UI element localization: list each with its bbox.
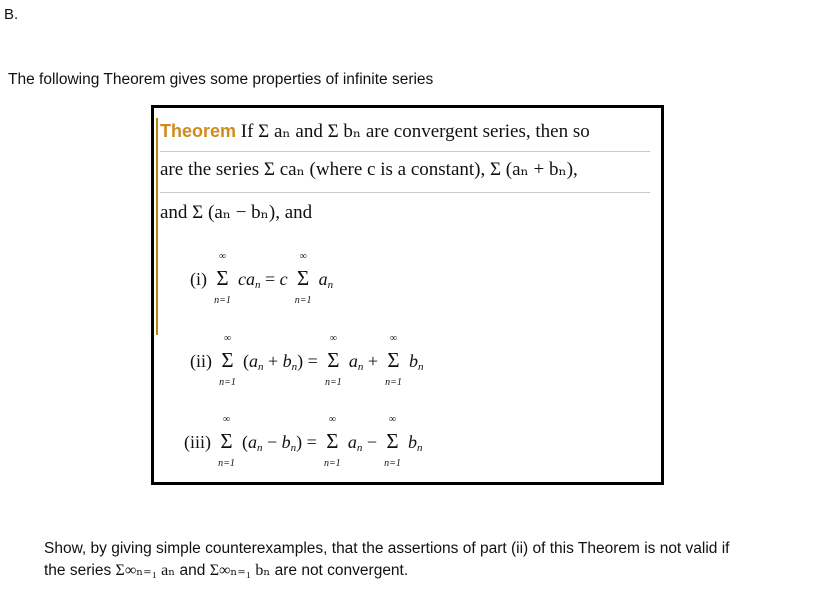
sigma-icon: Σ ∞ n=1 (218, 414, 235, 469)
sigma-icon: Σ ∞ n=1 (385, 333, 402, 388)
sigma-icon: Σ ∞ n=1 (219, 333, 236, 388)
theorem-line-3: and Σ (aₙ − bₙ), and (160, 202, 313, 223)
theorem-line-1 (160, 120, 590, 143)
series-b: Σ∞ₙ₌₁ bₙ (209, 562, 271, 579)
theorem-line-2: are the series Σ caₙ (where c is a constant), Σ (aₙ + bₙ), (160, 159, 578, 180)
item-i-label: (i) (190, 269, 207, 289)
task-text (44, 538, 804, 582)
series-a: Σ∞ₙ₌₁ aₙ (115, 562, 176, 579)
theorem-box (151, 105, 664, 485)
item-iii-label: (iii) (184, 432, 211, 452)
theorem-divider-2 (160, 192, 650, 193)
task-line-1: Show, by giving simple counterexamples, that the assertions of part (ii) of this Theorem is not valid if (44, 540, 730, 557)
theorem-item-iii: (iii) Σ ∞ n=1 $(a_n - b_n) = \Sigma$ ∞ n=1 $a_n - \Sigma$ ∞ n=1 $b_n$ (184, 414, 423, 469)
theorem-divider-1 (160, 151, 650, 152)
sigma-icon: Σ ∞ n=1 (294, 251, 312, 306)
theorem-accent-bar (156, 118, 158, 335)
sigma-icon: Σ ∞ n=1 (324, 333, 342, 388)
sigma-icon: Σ ∞ n=1 (323, 414, 341, 469)
theorem-line-1-text: If Σ aₙ and Σ bₙ are convergent series, then so (240, 121, 590, 142)
theorem-heading: Theorem (160, 121, 237, 141)
theorem-item-ii: (ii) Σ ∞ n=1 $(a_n + b_n) = \Sigma$ ∞ n=1 $a_n + \Sigma$ ∞ n=1 $b_n$ (190, 333, 424, 388)
sigma-icon: Σ ∞ n=1 (384, 414, 401, 469)
theorem-item-i: (i) Σ ∞ n=1 $ca_n = c$ Σ ∞ n=1 $a_n$ (190, 251, 334, 306)
task-line-2: the series Σ∞ₙ₌₁ aₙ and Σ∞ₙ₌₁ bₙ are not convergent. (44, 562, 409, 579)
part-label: B. (4, 6, 19, 23)
item-ii-label: (ii) (190, 351, 212, 371)
sigma-icon: Σ ∞ n=1 (214, 251, 231, 306)
intro-text: The following Theorem gives some properties of infinite series (8, 71, 434, 88)
